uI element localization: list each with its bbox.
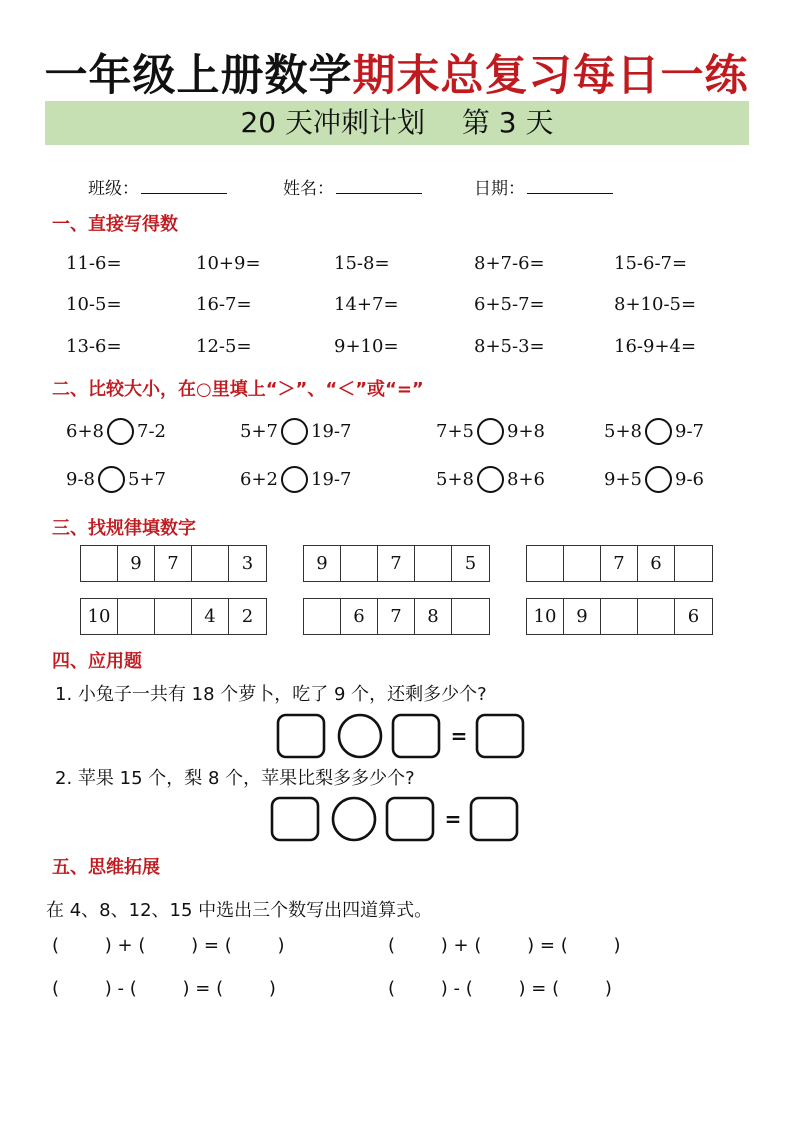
direct-item: 10-5=: [66, 294, 122, 315]
compare-left: 6+8: [66, 421, 104, 442]
answer-box[interactable]: [387, 798, 433, 840]
answer-box[interactable]: [393, 715, 439, 757]
sequence-cell[interactable]: 7: [378, 546, 415, 581]
direct-item: 10+9=: [196, 253, 261, 274]
sequence-cell[interactable]: [601, 599, 638, 634]
word-problem-2: 2. 苹果 15 个，梨 8 个，苹果比梨多多少个?: [55, 768, 415, 789]
worksheet-title: [0, 42, 793, 103]
subtraction-blank-equation[interactable]: ( ) - ( ) = ( ): [52, 978, 276, 999]
compare-right: 9-6: [675, 469, 704, 490]
sequence-cell[interactable]: [452, 599, 489, 634]
compare-right: 9-7: [675, 421, 704, 442]
sequence-box: [80, 545, 267, 582]
direct-item: 11-6=: [66, 253, 122, 274]
sequence-cell[interactable]: 8: [415, 599, 452, 634]
direct-item: 14+7=: [334, 294, 399, 315]
section-1-heading: 一、直接写得数: [52, 214, 178, 235]
compare-circle[interactable]: [645, 418, 672, 445]
title-black-part: 一年级上册数学: [44, 51, 353, 101]
answer-box[interactable]: [471, 798, 517, 840]
sequence-cell[interactable]: [304, 599, 341, 634]
compare-right: 5+7: [128, 469, 166, 490]
addition-blank-equation[interactable]: ( ) + ( ) = ( ): [388, 935, 621, 956]
compare-item: [240, 418, 351, 445]
subtraction-blank-equation[interactable]: ( ) - ( ) = ( ): [388, 978, 612, 999]
answer-box[interactable]: [477, 715, 523, 757]
direct-item: 15-6-7=: [614, 253, 688, 274]
compare-item: [66, 418, 166, 445]
sequence-cell[interactable]: [192, 546, 229, 581]
sequence-cell[interactable]: [341, 546, 378, 581]
sequence-cell[interactable]: 9: [304, 546, 341, 581]
class-field: [88, 174, 227, 199]
operator-circle[interactable]: [333, 798, 375, 840]
title-red-part: 期末总复习每日一练: [352, 51, 749, 101]
direct-item: 9+10=: [334, 336, 399, 357]
section-4-heading: 四、应用题: [52, 651, 142, 672]
sequence-box: [303, 598, 490, 635]
section-5-heading: 五、思维拓展: [52, 857, 160, 878]
word-problem-1: 1. 小兔子一共有 18 个萝卜，吃了 9 个，还剩多少个?: [55, 684, 487, 705]
sequence-cell[interactable]: [81, 546, 118, 581]
sequence-cell[interactable]: [415, 546, 452, 581]
date-field: [474, 174, 613, 199]
date-label: 日期：: [474, 179, 525, 199]
compare-left: 5+7: [240, 421, 278, 442]
compare-item: [436, 466, 545, 493]
compare-left: 9+5: [604, 469, 642, 490]
sequence-cell[interactable]: 6: [341, 599, 378, 634]
compare-item: [240, 466, 351, 493]
sequence-cell[interactable]: 10: [81, 599, 118, 634]
equation-template-1: [276, 712, 528, 762]
sequence-cell[interactable]: 6: [638, 546, 675, 581]
compare-right: 19-7: [311, 421, 352, 442]
compare-left: 7+5: [436, 421, 474, 442]
equals-sign: =: [450, 724, 468, 748]
compare-right: 9+8: [507, 421, 545, 442]
compare-item: [436, 418, 545, 445]
name-blank[interactable]: [336, 180, 422, 194]
thinking-prompt: 在 4、8、12、15 中选出三个数写出四道算式。: [46, 900, 433, 921]
compare-right: 19-7: [311, 469, 352, 490]
sequence-box: [303, 545, 490, 582]
sequence-cell[interactable]: 7: [155, 546, 192, 581]
name-label: 姓名：: [283, 179, 334, 199]
compare-circle[interactable]: [477, 466, 504, 493]
direct-item: 16-9+4=: [614, 336, 697, 357]
sequence-cell[interactable]: 5: [464, 553, 477, 574]
sequence-box: [80, 598, 267, 635]
direct-item: 8+10-5=: [614, 294, 697, 315]
class-blank[interactable]: [141, 180, 227, 194]
sequence-cell[interactable]: 7: [378, 599, 415, 634]
direct-item: 15-8=: [334, 253, 390, 274]
compare-circle[interactable]: [281, 418, 308, 445]
plan-banner: [45, 101, 749, 145]
sequence-cell[interactable]: 9: [118, 546, 155, 581]
sequence-cell[interactable]: 4: [192, 599, 229, 634]
section-3-heading: 三、找规律填数字: [52, 518, 196, 539]
compare-circle[interactable]: [98, 466, 125, 493]
compare-circle[interactable]: [477, 418, 504, 445]
sequence-cell[interactable]: 2: [241, 606, 254, 627]
banner-day-label: 第 3 天: [461, 106, 554, 139]
compare-item: [604, 466, 704, 493]
compare-circle[interactable]: [281, 466, 308, 493]
direct-item: 8+7-6=: [474, 253, 545, 274]
compare-right: 7-2: [137, 421, 166, 442]
compare-left: 5+8: [436, 469, 474, 490]
sequence-cell[interactable]: 6: [687, 606, 700, 627]
sequence-cell[interactable]: [155, 599, 192, 634]
class-label: 班级：: [88, 179, 139, 199]
section-2-heading: 二、比较大小，在○里填上“＞”、“＜”或“=”: [52, 379, 424, 400]
direct-item: 8+5-3=: [474, 336, 545, 357]
sequence-cell[interactable]: [638, 599, 675, 634]
sequence-cell[interactable]: [118, 599, 155, 634]
compare-left: 5+8: [604, 421, 642, 442]
direct-item: 13-6=: [66, 336, 122, 357]
sequence-cell[interactable]: [564, 546, 601, 581]
sequence-cell[interactable]: [675, 546, 712, 581]
equation-template-2: [270, 795, 522, 845]
compare-circle[interactable]: [645, 466, 672, 493]
banner-plan-label: 20 天冲刺计划: [240, 106, 425, 139]
operator-circle[interactable]: [339, 715, 381, 757]
compare-item: [604, 418, 704, 445]
sequence-cell[interactable]: 10: [527, 599, 564, 634]
name-field: [283, 174, 422, 199]
compare-circle[interactable]: [107, 418, 134, 445]
compare-item: [66, 466, 166, 493]
compare-left: 9-8: [66, 469, 95, 490]
sequence-box: [526, 545, 713, 582]
sequence-cell[interactable]: [527, 546, 564, 581]
sequence-cell[interactable]: 7: [601, 546, 638, 581]
sequence-cell[interactable]: 9: [564, 599, 601, 634]
answer-box[interactable]: [278, 715, 324, 757]
compare-right: 8+6: [507, 469, 545, 490]
equals-sign: =: [444, 807, 462, 831]
direct-item: 12-5=: [196, 336, 252, 357]
answer-box[interactable]: [272, 798, 318, 840]
direct-item: 6+5-7=: [474, 294, 545, 315]
sequence-cell[interactable]: 3: [241, 553, 254, 574]
date-blank[interactable]: [527, 180, 613, 194]
compare-left: 6+2: [240, 469, 278, 490]
addition-blank-equation[interactable]: ( ) + ( ) = ( ): [52, 935, 285, 956]
direct-item: 16-7=: [196, 294, 252, 315]
sequence-box: [526, 598, 713, 635]
